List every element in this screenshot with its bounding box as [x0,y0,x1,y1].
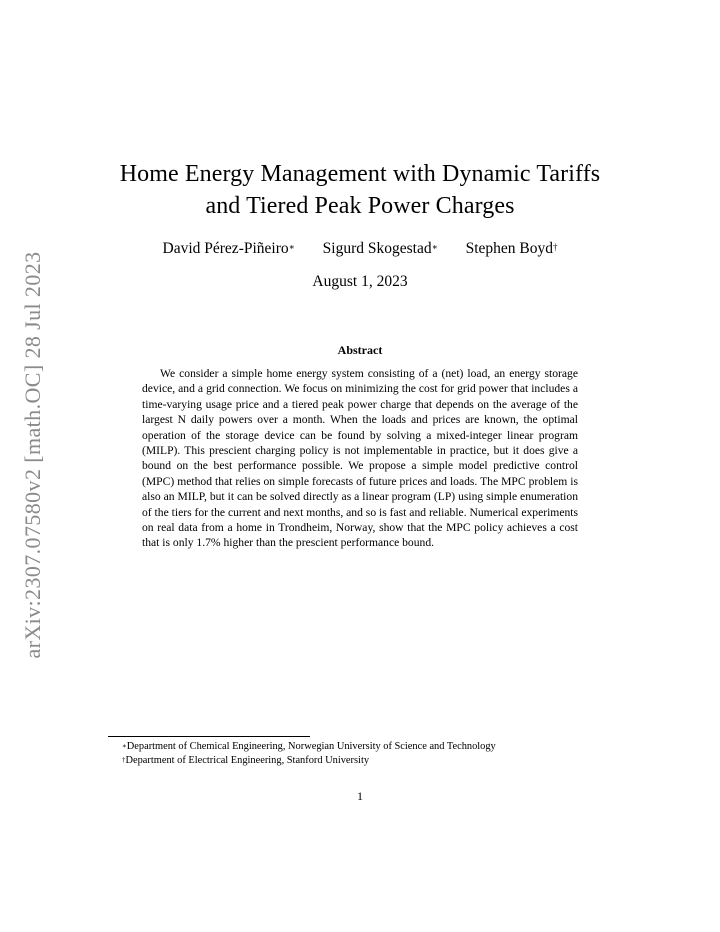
footnotes [122,740,592,768]
author-affiliation-mark: ∗ [288,242,295,252]
footnote-item [122,754,592,768]
arxiv-identifier: arXiv:2307.07580v2 [math.OC] 28 Jul 2023 [20,251,45,659]
footnote-mark: ∗ [122,742,127,750]
page-number: 1 [357,789,363,803]
footnote-mark: † [122,756,126,764]
abstract-body: We consider a simple home energy system consisting of a (net) load, an energy storage device, and a grid connection. We focus on minimizing the cost for grid power that includes a time-varying usage price and a tiered peak power charge that depends on the average of the largest N daily powers over a month. When the loads and prices are known, the optimal operation of the storage device can be found by solving a mixed-integer linear program (MILP). This prescient charging policy is not implementable in practice, but it does give a bound on the best performance possible. We propose a simple model predictive control (MPC) method that relies on simple forecasts of future prices and loads. The MPC problem is also an MILP, but it can be solved directly as a linear program (LP) using simple enumeration of the tiers for the current and next months, and so is fast and reliable. Numerical experiments on real data from a home in Trondheim, Norway, show that the MPC policy achieves a cost that is only 1.7% higher than the prescient performance bound. [142,367,578,550]
author-name: Sigurd Skogestad [322,240,432,257]
footnote-text: Department of Electrical Engineering, Stanford University [125,755,370,766]
abstract-heading: Abstract [337,343,383,357]
author-list [100,239,620,259]
title-line-1: Home Energy Management with Dynamic Tariffs [119,161,601,187]
footnote-text: Department of Chemical Engineering, Norwegian University of Science and Technology [126,741,496,752]
author-name: Stephen Boyd [465,240,553,257]
author-name: David Pérez-Piñeiro [162,240,289,257]
footnote-item [122,740,592,754]
footnote-divider [108,736,310,737]
author [466,239,558,259]
paper-date: August 1, 2023 [312,273,408,290]
author-affiliation-mark: ∗ [431,242,438,252]
author [163,239,295,259]
title-line-2: and Tiered Peak Power Charges [205,193,515,219]
author-affiliation-mark: † [552,242,558,252]
author [323,239,438,259]
paper-title [100,158,620,222]
